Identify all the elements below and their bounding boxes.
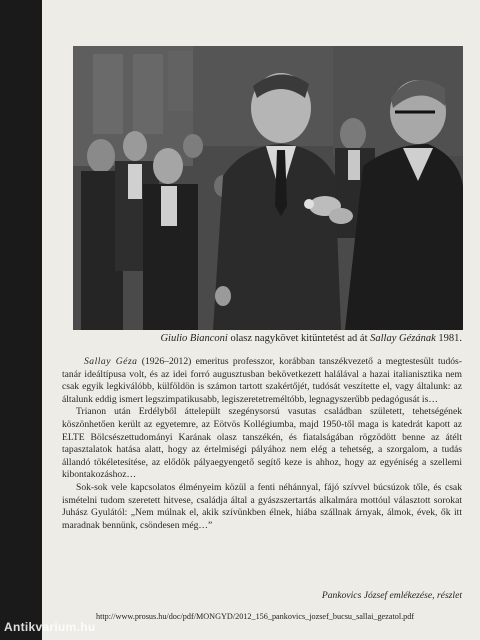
caption-person1: Giulio Bianconi: [160, 333, 228, 344]
caption-year: 1981.: [435, 333, 462, 344]
paragraph-3: [62, 482, 462, 532]
paragraph-1-lead: Sallay Géza: [84, 356, 138, 367]
historical-photograph: [73, 46, 463, 330]
photo-illustration: [73, 46, 463, 330]
paragraph-1-text: (1926–2012) emeritus professzor, korábban tanszékvezető a megtestesült tudós-tanár ideáltípusa volt, és az idei forró augusztusban bekövetkezett halálával a hazai italianisztika nem csak egyik legkiválóbb, külföldön is számon tartott szakértőjét, tudósát veszítette el, vagy általunk: az általunk eddig ismert legszimpatikusabb, legiszeretetreméltóbb, legnagyszerűbb pedagógusát is…: [62, 356, 462, 405]
paragraph-2-text: Trianon után Erdélyből áttelepült szegénysorsú vasutas családban született, tehetségének köszönhetően került az egyetemre, az Eötvös Kollégiumba, majd 1950-től maga is katedrát kapott az ELTE Bölcsészettudományi Karának olasz tanszékén, és fiatalságában rögzödött benne az átélt tapasztalatok hatása alatt, hogy az értelmiségi pályához nem elég a tehetség, a szorgalom, a tudás állandó tökéletesítése, az elődök pályaegyengető segítő keze is ahhoz, hogy az egyéniség a szellemi kibontakozáshoz…: [62, 406, 462, 481]
paragraph-1: [62, 356, 462, 406]
watermark-logo: Antikvarium.hu: [4, 620, 96, 634]
body-text: [62, 356, 462, 532]
source-url: http://www.prosus.hu/doc/pdf/MONGYD/2012_156_pankovics_jozsef_bucsu_sallai_gezatol.pdf: [96, 612, 415, 621]
photo-caption: [62, 333, 462, 344]
paragraph-2: [62, 406, 462, 482]
signature-attribution: Pankovics József emlékezése, részlet: [321, 590, 462, 601]
book-page: [42, 0, 480, 640]
caption-person2: Sallay Gézának: [370, 333, 436, 344]
paragraph-3-text: Sok-sok vele kapcsolatos élményeim közül a fenti néhánnyal, fájó szívvel búcsúzok tőle, és csak ismételni tudom szeretett hitvese, családja által a gyászszertartás alkalmára mottóul választott sorokat Juhász Gyulától: „Nem múlnak el, akik szívünkben élnek, hiába szállnak árnyak, álmok, évek, ők itt maradnak bennünk, csöndesen még…”: [62, 481, 462, 531]
caption-text: olasz nagykövet kitüntetést ad át: [227, 333, 371, 344]
